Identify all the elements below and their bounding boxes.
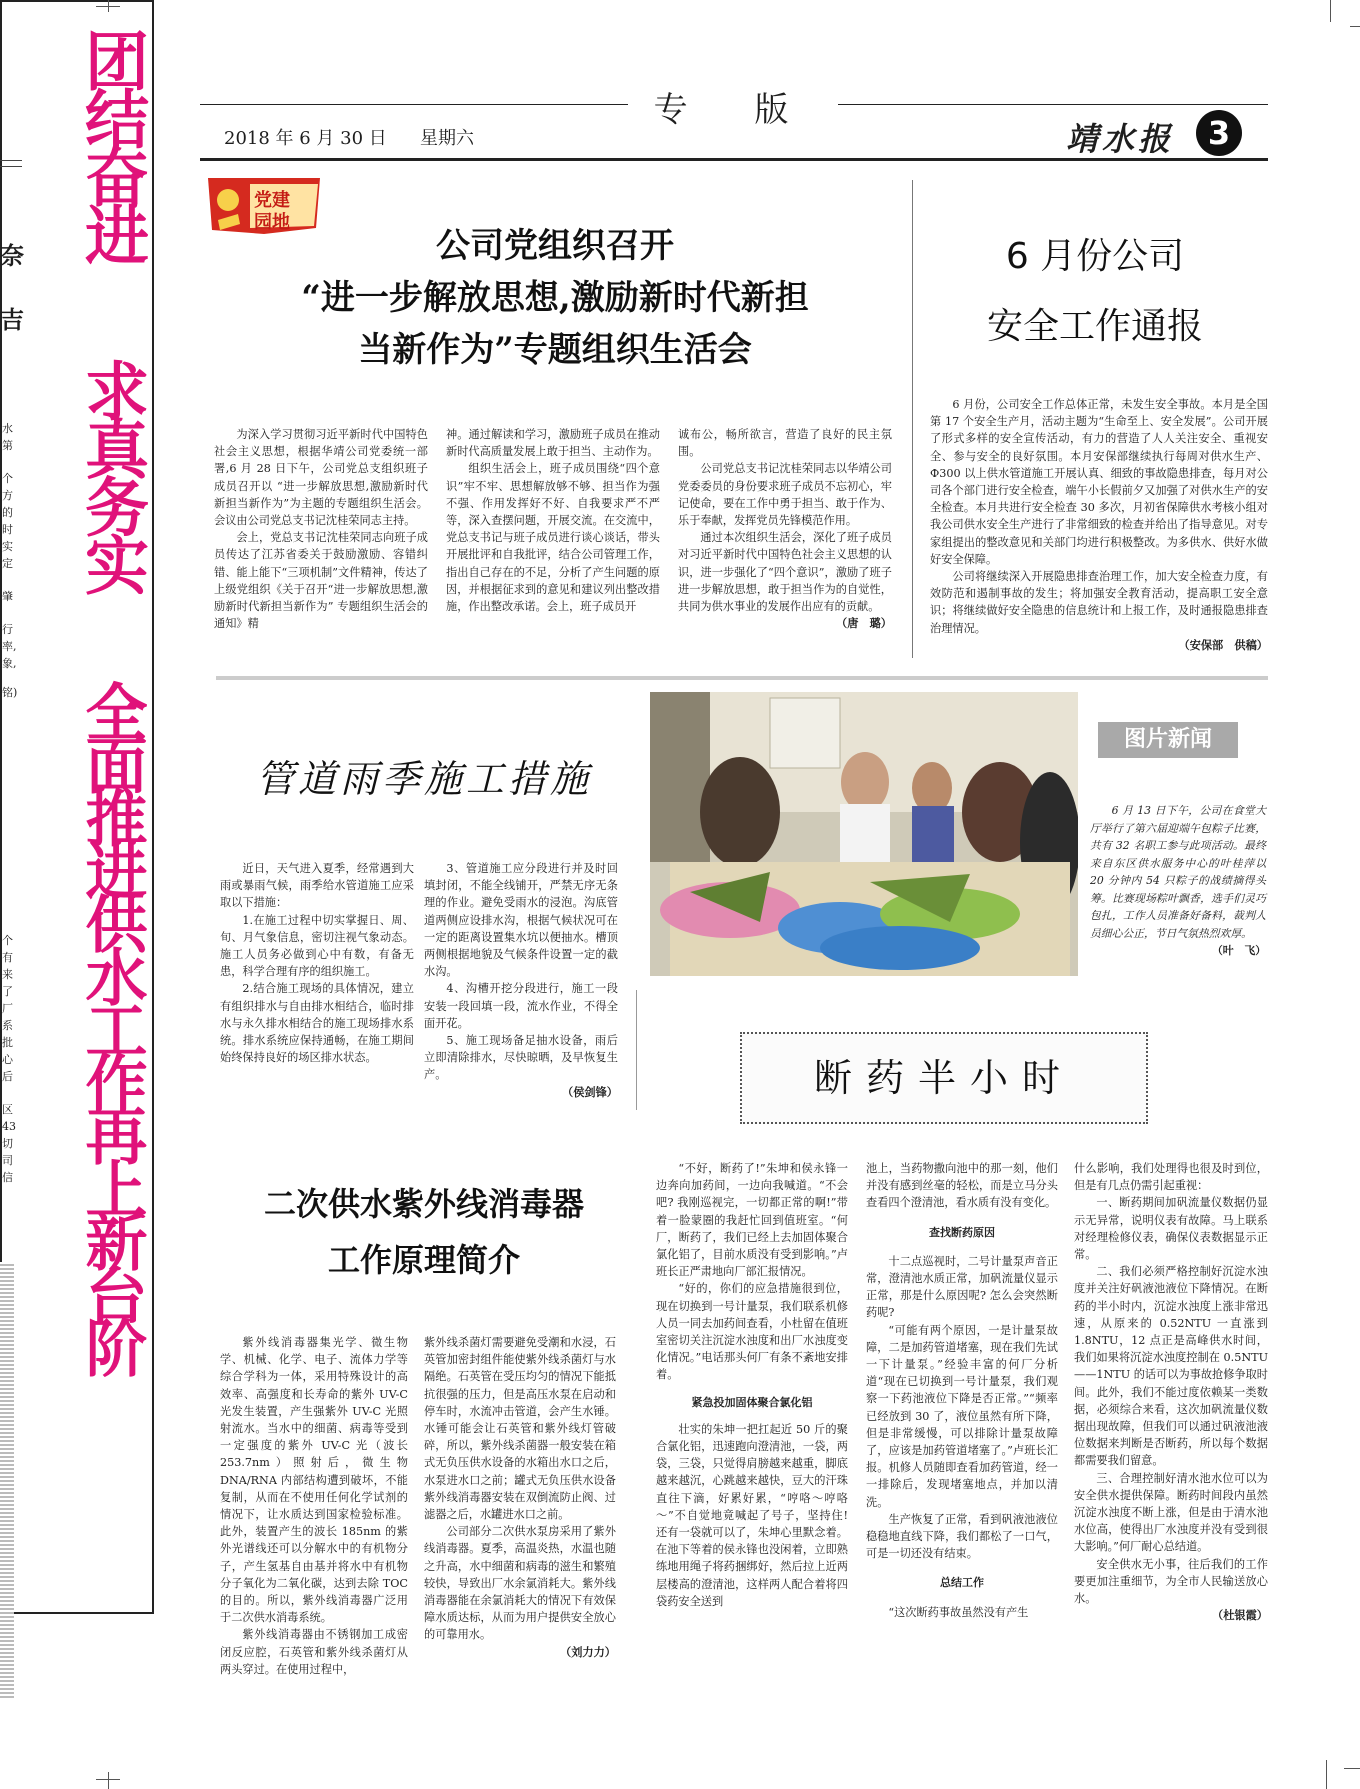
article5-paragraph: 什么影响，我们处理得也很及时到位，但是有几点仍需引起重视： [1074,1162,1268,1193]
article2-paragraph: 公司将继续深入开展隐患排查治理工作，加大安全检查力度，有效防范和遏制事故的发生；将加强安全教育活动，提高职工安全意识；将继续做好安全隐患的信息统计和上报工作，及时通报隐患排查治理情况。 [930,570,1268,635]
article2-title-line-1: 6 月份公司 [1005,236,1185,277]
article4-paragraph: 公司部分二次供水泵房采用了紫外线消毒器。夏季，高温炎热，水温也随之升高，水中细菌和病毒的滋生和繁殖较快，导致出厂水余氯消耗大。紫外线消毒器能在余氯消耗大的情况下有效保障水质达标，从而为用户提供安全放心的可靠用水。 [424,1525,616,1642]
photo-caption-text: 6 月 13 日下午，公司在食堂大厅举行了第六届迎端午包粽子比赛，共有 32 名职工参与此项活动。最终来自东区供水服务中心的叶桂萍以 20 分钟内 54 只粽子的战绩摘得头筹。比赛现场粽叶飘香，选手们灵巧包扎，工作人员准备好备料，裁判人员细心公正，节日气氛热烈欢厚。 [1090,804,1266,940]
article5-subheading: 查找断药原因 [929,1225,995,1239]
article5-paragraph: “不好，断药了!”朱坤和侯永锋一边奔向加药间，一边向我喊道。“不会吧? 我刚巡视完，一切都正常的啊!”带着一脸蒙圈的我赶忙回到值班室。“何厂，断药了，我们已经上去加固体聚合氯化铝了，目前水质没有受到影响。”卢班长正严肃地向厂部汇报情况。 [656,1162,848,1279]
article5-paragraph: 一、断药期间加矾流量仪数据仍显示无异常，说明仪表有故障。马上联系对经理检修仪表，确保仪表数据显示正常。 [1074,1196,1268,1262]
edge-char: 区 [2,1103,13,1116]
page-number-circle-icon [1196,110,1242,156]
edge-char: 率, [2,640,17,653]
slogan-line-2: 求真务实 [74,358,148,590]
edge-char: 象, [2,657,17,670]
article1-title-line-1: 公司党组织召开 [436,226,674,266]
crop-mark [108,1772,109,1789]
article5-paragraph: 生产恢复了正常，看到矾液池液位稳稳地直线下降，我们都松了一口气，可是一切还没有结束。 [866,1512,1058,1561]
article3-paragraph: 1.在施工过程中切实掌握日、周、旬、月气象信息，密切注视气象动态。施工人员务必做到心中有数，有备无患，科学合理有序的组织施工。 [220,913,414,979]
article3-byline: （侯剑锋） [562,1084,618,1099]
article3-paragraph: 2.结合施工现场的具体情况，建立有组织排水与自由排水相结合，临时排水与永久排水相结合的施工现场排水系统。排水系统应保持通畅，在施工期间始终保持良好的场区排水状态。 [220,982,414,1065]
page-number: 3 [1207,114,1231,152]
section-title: 专 版 [653,90,817,130]
edge-char: 个 [2,934,13,947]
edge-char: 方 [2,489,13,502]
photo-news-byline: （叶 飞） [1212,944,1266,957]
edge-char: 肇 [2,590,13,603]
article1-paragraph: 诚布公，畅所欲言，营造了良好的民主氛围。 [678,428,892,459]
edge-char: 铭) [2,686,18,699]
article5-paragraph: 二、我们必须严格控制好沉淀水浊度并关注好矾液池液位下降情况。在断药的半小时内，沉淀水浊度上涨非常迅速，从原来的 0.52NTU 一直涨到 1.8NTU，12 点正是高峰供水时间，我们如果将沉淀水浊度控制在 0.5NTU——1NTU 的话可以为事故抢修争取时间。此外，我们不能过度依赖某一类数据，必须综合来看，这次加矾流量仪数据出现故障，但我们可以通过矾液池液位数据来判断是否断药，所以每个数据都需要我们留意。 [1074,1265,1268,1468]
section-separator [216,676,1268,680]
edge-char: 的 [2,506,13,519]
article4-title-line-2: 工作原理简介 [327,1241,520,1279]
article5-title: 断药半小时 [813,1056,1074,1100]
article3-paragraph: 5、施工现场备足抽水设备，雨后立即清除排水，尽快晾晒，及早恢复生产。 [424,1034,618,1082]
article4-title-line-1: 二次供水紫外线消毒器 [263,1185,584,1223]
crop-mark [1326,1760,1327,1789]
edge-char: 水 [2,422,13,435]
edge-char: 心 [2,1053,13,1066]
edge-char: 系 [2,1019,13,1032]
article5-title-box [740,1032,1148,1124]
article5-paragraph: 三、合理控制好清水池水位可以为安全供水提供保障。断药时间段内虽然沉淀水浊度不断上涨，但是由于清水池水位高，使得出厂水浊度并没有受到很大影响。”何厂耐心总结道。 [1074,1471,1268,1554]
article1-column-2 [446,426,660,615]
issue-weekday: 星期六 [420,128,474,149]
photo-news-caption [1090,802,1266,960]
article1-paragraph: 会上，党总支书记沈桂荣同志向班子成员传达了江苏省委关于鼓励激励、容错纠错、能上能下“三项机制”文件精神，传达了上级党组织《关于召开“进一步解放思想,激励新时代新担当新作为” 专题组织生活会的通知》精 [214,531,428,631]
edge-char: 行 [2,623,13,636]
article2-paragraph: 6 月份，公司安全工作总体正常，未发生安全事故。本月是全国第 17 个安全生产月，活动主题为“生命至上、安全发展”。公司开展了形式多样的安全宣传活动，有力的营造了人人关注安全、重视安全、参与安全的良好氛围。本月安保部继续执行每周对供水生产、Ф300 以上供水管道施工开展认真、细致的事故隐患排查，每月对公司各个部门进行安全检查，端午小长假前夕又加强了对供水生产的安全检查。本月共进行安全检查 30 多次，月初省保障供水考核小组对我公司供水安全生产进行了非常细致的检查并给出了指导意见。对专家组提出的整改意见和关部门均进行积极整改。为多供水、供好水做好安全保障。 [930,398,1268,566]
edge-char: 奈 [0,241,24,270]
article3-column-1 [220,860,414,1066]
photo-zongzi-contest [650,692,1078,976]
news-photo [650,692,1078,976]
crop-mark [96,1779,120,1780]
crop-mark [1350,26,1360,27]
article3-title: 管道雨季施工措施 [255,757,592,801]
article2-byline: （安保部 供稿） [1178,637,1268,652]
slogan-line-3: 全面推进供水工作再上新台阶 [75,680,148,1369]
article3-paragraph: 4、沟槽开挖分段进行，施工一段安装一段回填一段，流水作业，不得全面开花。 [424,982,618,1030]
edge-char: 个 [2,472,13,485]
article2-title-line-2: 安全工作通报 [986,306,1203,347]
edge-char: 时 [2,523,13,536]
edge-char: 厂 [2,1002,13,1015]
article5-subheading: 紧急投加固体聚合氯化铝 [691,1395,813,1409]
article3-paragraph: 近日，天气进入夏季，经常遇到大雨或暴雨气候，雨季给水管道施工应采取以下措施： [220,862,414,910]
article1-title-line-3: 当新作为”专题组织生活会 [358,330,752,370]
crop-mark [1330,0,1331,22]
article4-column-1 [220,1334,408,1678]
masthead-bottom-rule [200,158,1268,161]
article2-title [930,222,1260,362]
badge-text-line-2: 园地 [254,212,290,233]
badge-text-line-1: 党建 [254,190,290,211]
article1-paragraph: 为深入学习贯彻习近平新时代中国特色社会主义思想，根据华靖公司党委统一部署,6 月 28 日下午，公司党总支组织班子成员召开以 “进一步解放思想,激励新时代新担当新作为”为主题的专题组织生活会。会议由公司党总支书记沈桂荣同志主持。 [214,428,428,528]
article5-subheading: 总结工作 [940,1576,984,1590]
article2-body [930,396,1268,654]
photo-news-label: 图片新闻 [1098,722,1238,758]
article5-paragraph: 壮实的朱坤一把扛起近 50 斤的聚合氯化铝，迅速跑向澄清池，一袋，两袋，三袋，只觉得肩膀越来越重，脚底越来越沉，心跳越来越快，豆大的汗珠直往下滴，好累好累，“哼咯～哼咯～”不自觉地竟喊起了号子，坚持住! 还有一袋就可以了，朱坤心里默念着。在池下等着的侯永锋也没闲着，立即熟练地用绳子将药捆绑好，然后拉上近两层楼高的澄清池，这样两人配合着将四袋药安全送到 [656,1422,848,1608]
edge-char: 43 [2,1120,16,1133]
article1-title-line-2: “进一步解放思想,激励新时代新担 [301,278,809,318]
edge-char: 定 [2,557,13,570]
edge-char: 批 [2,1036,13,1049]
paper-name: 靖水报 [1066,120,1175,158]
crop-mark [96,6,120,7]
article5-column-2 [866,1160,1058,1621]
column-divider [636,990,637,1110]
article1-byline: （唐 璐） [836,616,892,631]
article4-byline: （刘力力） [560,1644,616,1659]
article1-column-3 [678,426,892,632]
article4-paragraph: 紫外线消毒器集光学、微生物学、机械、化学、电子、流体力学等综合学科为一体，采用特殊设计的高效率、高强度和长寿命的紫外 UV-C 光发生装置，产生强紫外 UV-C 光照射流水。当水中的细菌、病毒等受到一定强度的紫外 UV-C 光（波长 253.7nm）照射后，微生物 DNA/RNA 内部结构遭到破坏，不能复制，从而在不使用任何化学试剂的情况下，让水质达到国家检验标准。此外，装置产生的波长 185nm 的紫外光谱线还可以分解水中的有机物分子，产生氢基自由基并将水中有机物分子氧化为二氧化碳，达到去除 TOC 的目的。所以，紫外线消毒器广泛用于二次供水消毒系统。 [220,1336,408,1625]
article4-column-2 [424,1334,616,1661]
issue-date: 2018 年 6 月 30 日 [224,128,387,149]
column-divider [912,180,913,658]
article5-paragraph: “这次断药事故虽然没有产生 [888,1605,1029,1619]
article5-paragraph: “可能有两个原因，一是计量泵故障，二是加药管道堵塞，现在我们先试一下计量泵。”经验丰富的何厂分析道“现在已切换到一号计量泵，我们观察一下药池液位下降是否正常。”“频率已经放到 30 了，液位虽然有所下降，但是非常缓慢，可以排除计量泵故障了，应该是加药管道堵塞了。”卢班长汇报。机修人员随即查看加药管道，经一一排除后，发现堵塞地点，并加以清洗。 [866,1323,1058,1509]
slogan-line-1: 团结奋进 [74,28,148,260]
article5-column-1 [656,1160,848,1610]
article1-paragraph: 神。通过解读和学习，激励班子成员在推动新时代高质量发展上敢于担当、主动作为。 [446,428,660,459]
crop-mark [1344,1768,1360,1769]
slogan-banner [0,0,154,1614]
masthead-rule [838,104,1268,105]
article5-paragraph: 安全供水无小事，往后我们的工作要更加注重细节，为全市人民输送放心水。 [1074,1557,1268,1606]
article5-paragraph: 十二点巡视时，二号计量泵声音正常，澄清池水质正常，加矾流量仪显示正常，那是什么原因呢? 怎么会突然断药呢? [866,1254,1058,1320]
edge-char: 有 [2,951,13,964]
article1-paragraph: 通过本次组织生活会，深化了班子成员对习近平新时代中国特色社会主义思想的认识，进一步强化了“四个意识”，激励了班子进一步解放思想，敢于担当作为的自觉性，共同为供水事业的发展作出应有的贡献。 [678,531,892,614]
article4-paragraph: 紫外线杀菌灯需要避免受潮和水浸，石英管加密封组件能使紫外线杀菌灯与水隔绝。石英管在受压均匀的情况下能抵抗很强的压力，但是高压水泵在启动和停车时，水流冲击管道，会产生水锤。水锤可能会让石英管和紫外线灯管破碎，所以，紫外线杀菌器一般安装在箱式无负压供水设备的水箱出水口之后，水泵进水口之前；罐式无负压供水设备紫外线消毒器安装在双倒流防止阀、过滤器之后，水罐进水口之前。 [424,1336,616,1522]
article1-paragraph: 公司党总支书记沈桂荣同志以华靖公司党委委员的身份要求班子成员不忘初心，牢记使命，要在工作中勇于担当、敢于作为、乐于奉献，发挥党员先锋模范作用。 [678,462,892,528]
edge-char: 后 [2,1070,13,1083]
edge-char: 来 [2,968,13,981]
article4-title [214,1176,634,1288]
edge-char: 信 [2,1171,13,1184]
masthead-rule [200,104,628,105]
edge-char: 切 [2,1137,13,1150]
article5-paragraph: 池上，当药物撒向池中的那一刻，他们并没有感到丝毫的轻松，而是立马分头查看四个澄清池，看水质有没有变化。 [866,1162,1058,1210]
article3-paragraph: 3、管道施工应分段进行并及时回填封闭，不能全线铺开，严禁无序无条理的作业。避免受雨水的浸泡。沟底管道两侧应设排水沟，根据气候状况可在一定的距离设置集水坑以便抽水。槽顶两侧根据地貌及气候条件设置一定的截水沟。 [424,862,618,979]
edge-char: 吉 [0,305,24,334]
article3-column-2 [424,860,618,1101]
edge-char: 了 [2,985,13,998]
article1-column-1 [214,426,428,632]
edge-char: 司 [2,1154,13,1167]
article5-paragraph: “好的，你们的应急措施很到位，现在切换到一号计量泵，我们联系机修人员一同去加药间查看，小杜留在值班室密切关注沉淀水浊度和出厂水浊度变化情况。”电话那头何厂有条不紊地安排着。 [656,1282,848,1382]
edge-char: 实 [2,540,13,553]
article1-paragraph: 组织生活会上，班子成员围绕“四个意识”牢不牢、思想解放够不够、担当作为强不强、作用发挥好不好、自我要求严不严等，深入查摆问题，开展交流。在交流中，党总支书记与班子成员进行谈心谈话，带头开展批评和自我批评，结合公司管理工作，指出自己存在的不足，分析了产生问题的原因，并根据征求到的意见和建议列出整改措施，作出整改承诺。会上，班子成员开 [446,462,660,614]
article5-byline: （杜银霞） [1212,1608,1268,1623]
edge-char: 第 [2,439,13,452]
article5-column-3 [1074,1160,1268,1624]
article1-title [200,220,910,376]
article4-paragraph: 紫外线消毒器由不锈钢加工成密闭反应腔，石英管和紫外线杀菌灯从两头穿过。在使用过程中， [220,1628,408,1676]
